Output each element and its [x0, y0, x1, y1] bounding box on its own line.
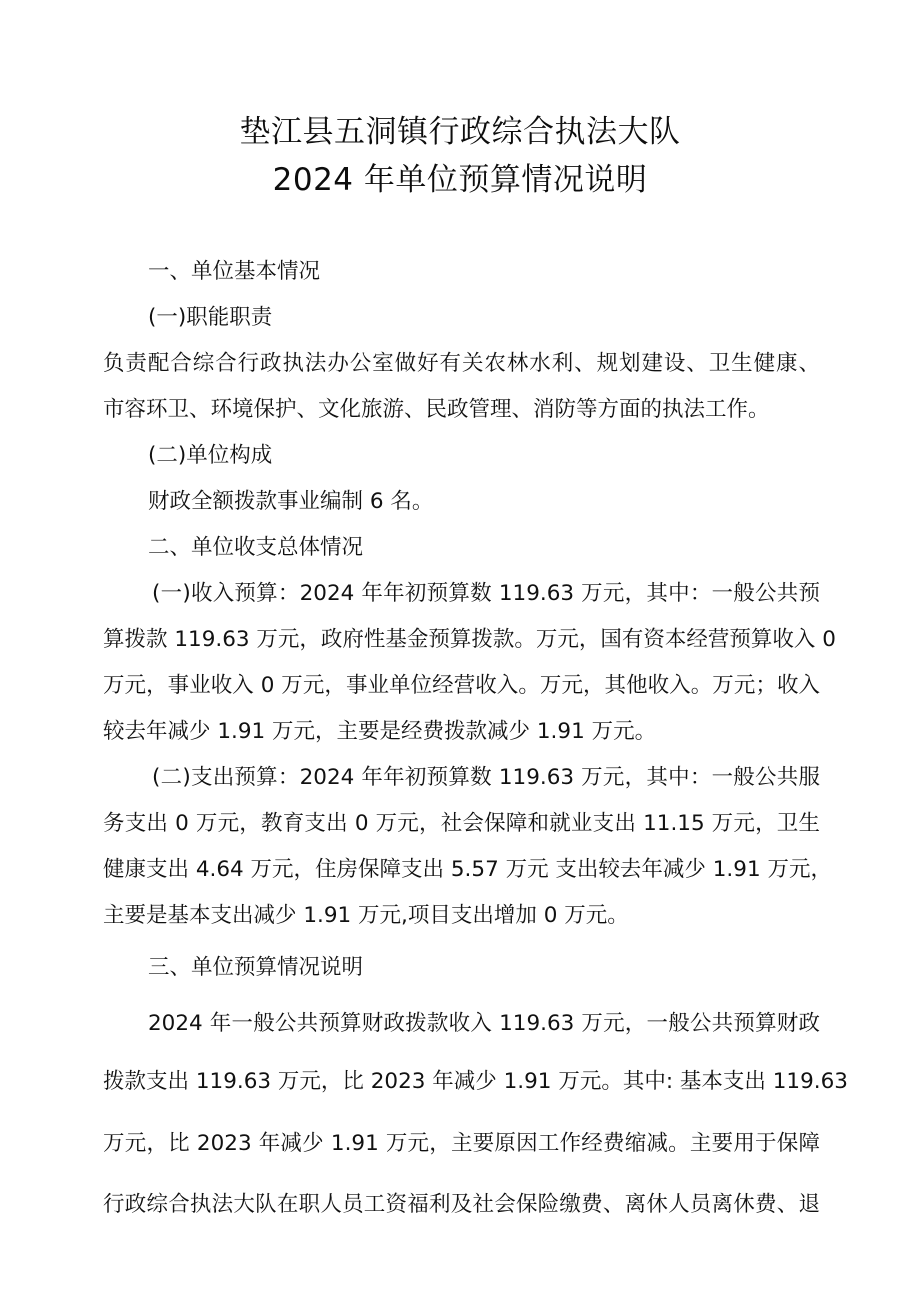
- income-paragraph-line-4: 较去年减少 1.91 万元，主要是经费拨款减少 1.91 万元。: [103, 719, 657, 744]
- expense-paragraph-line-2: 务支出 0 万元，教育支出 0 万元，社会保障和就业支出 11.15 万元，卫生: [103, 811, 820, 836]
- expense-paragraph-line-4: 主要是基本支出减少 1.91 万元,项目支出增加 0 万元。: [103, 903, 629, 928]
- section-heading-overall-budget: 二、单位收支总体情况: [148, 535, 364, 560]
- expense-paragraph-line-3: 健康支出 4.64 万元，住房保障支出 5.57 万元 支出较去年减少 1.91 万元，: [103, 857, 832, 882]
- functions-paragraph-line-2: 市容环卫、环境保护、文化旅游、民政管理、消防等方面的执法工作。: [103, 397, 770, 422]
- subheading-functions: (一)职能职责: [148, 305, 273, 330]
- subheading-composition: (二)单位构成: [148, 443, 273, 468]
- section-heading-budget-explanation: 三、单位预算情况说明: [148, 955, 364, 980]
- section-heading-basic-info: 一、单位基本情况: [148, 259, 321, 284]
- income-paragraph-line-2: 算拨款 119.63 万元，政府性基金预算拨款。万元，国有资本经营预算收入 0: [103, 627, 836, 652]
- income-paragraph-line-3: 万元，事业收入 0 万元，事业单位经营收入。万元，其他收入。万元；收入: [103, 673, 820, 698]
- composition-paragraph: 财政全额拨款事业编制 6 名。: [148, 489, 434, 514]
- explanation-paragraph-line-4: 行政综合执法大队在职人员工资福利及社会保险缴费、离休人员离休费、退: [103, 1192, 820, 1217]
- expense-paragraph-line-1: (二)支出预算：2024 年年初预算数 119.63 万元，其中：一般公共服: [152, 765, 820, 790]
- income-paragraph-line-1: (一)收入预算：2024 年年初预算数 119.63 万元，其中：一般公共预: [152, 581, 820, 606]
- document-title-line-2: 2024 年单位预算情况说明: [272, 162, 648, 198]
- explanation-paragraph-line-3: 万元，比 2023 年减少 1.91 万元，主要原因工作经费缩减。主要用于保障: [103, 1131, 820, 1156]
- explanation-paragraph-line-2: 拨款支出 119.63 万元，比 2023 年减少 1.91 万元。其中: 基本支出 119.63: [103, 1069, 848, 1094]
- functions-paragraph-line-1: 负责配合综合行政执法办公室做好有关农林水利、规划建设、卫生健康、: [103, 351, 820, 376]
- document-title-line-1: 垫江县五洞镇行政综合执法大队: [239, 114, 681, 150]
- explanation-paragraph-line-1: 2024 年一般公共预算财政拨款收入 119.63 万元，一般公共预算财政: [148, 1011, 820, 1036]
